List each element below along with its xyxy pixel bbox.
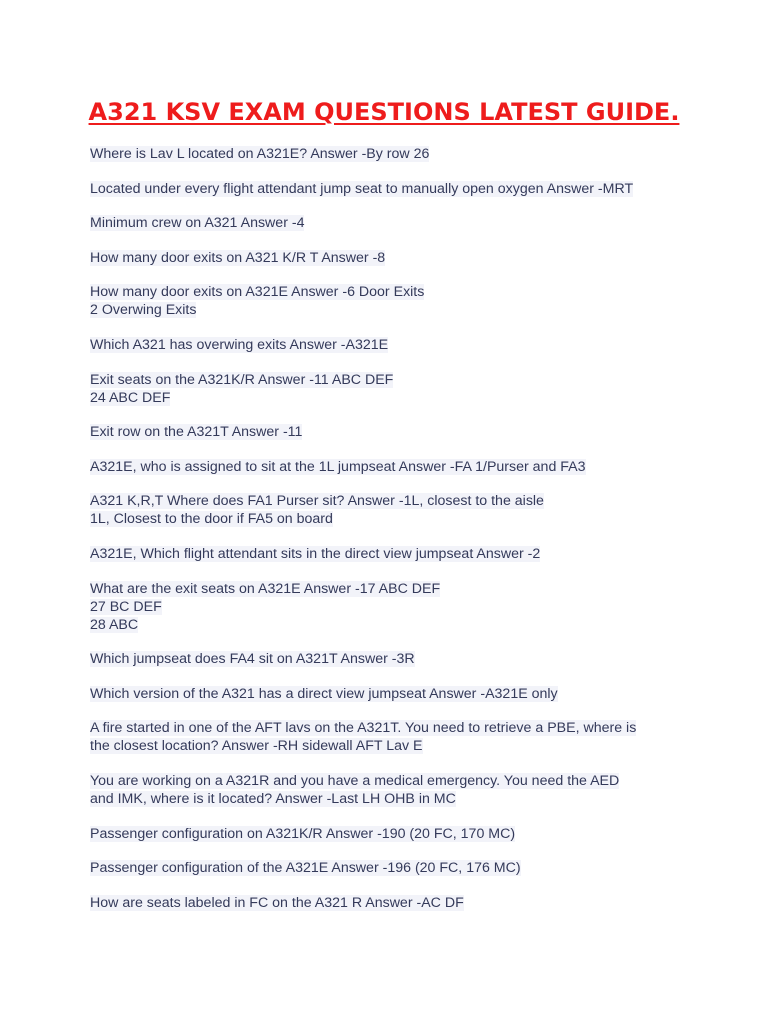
- qa-item: [90, 371, 710, 407]
- qa-line: [90, 737, 710, 755]
- qa-line: [90, 423, 710, 441]
- qa-line: [90, 685, 710, 703]
- qa-line: [90, 719, 710, 737]
- qa-item: [90, 772, 710, 808]
- qa-item: [90, 249, 710, 267]
- qa-item: [90, 458, 710, 476]
- qa-line-text: 1L, Closest to the door if FA5 on board: [90, 511, 333, 528]
- qa-line: [90, 616, 710, 634]
- qa-line-text: What are the exit seats on A321E Answer -17 ABC DEF: [90, 580, 441, 597]
- qa-line: [90, 492, 710, 510]
- qa-line: [90, 214, 710, 232]
- qa-line-text: Where is Lav L located on A321E? Answer -By row 26: [90, 146, 430, 162]
- qa-line-text: Which version of the A321 has a direct view jumpseat Answer -A321E only: [90, 685, 558, 702]
- qa-line: [90, 510, 710, 528]
- qa-line-text: Passenger configuration on A321K/R Answer -190 (20 FC, 170 MC): [90, 825, 516, 842]
- qa-line: [90, 301, 710, 319]
- qa-item: [90, 825, 710, 843]
- qa-item: [90, 580, 710, 634]
- qa-item: [90, 423, 710, 441]
- qa-line-text: Exit row on the A321T Answer -11: [90, 424, 303, 441]
- qa-line-text: 27 BC DEF: [90, 598, 162, 615]
- qa-line: [90, 283, 710, 301]
- qa-line: [90, 336, 710, 354]
- qa-line: [90, 249, 710, 267]
- qa-line-text: How many door exits on A321 K/R T Answer -8: [90, 249, 386, 266]
- qa-line-text: 24 ABC DEF: [90, 389, 171, 406]
- qa-line: [90, 545, 710, 563]
- qa-line-text: the closest location? Answer -RH sidewall AFT Lav E: [90, 738, 423, 755]
- qa-item: [90, 685, 710, 703]
- qa-line: [90, 772, 710, 790]
- qa-item: [90, 283, 710, 319]
- qa-list: [90, 145, 710, 928]
- qa-line-text: Passenger configuration of the A321E Answer -196 (20 FC, 176 MC): [90, 860, 521, 877]
- qa-item: [90, 650, 710, 668]
- qa-line-text: 28 ABC: [90, 616, 139, 633]
- qa-line: [90, 894, 710, 912]
- qa-line: [90, 859, 710, 877]
- qa-line-text: Exit seats on the A321K/R Answer -11 ABC DEF: [90, 371, 394, 388]
- qa-line-text: A321E, Which flight attendant sits in the direct view jumpseat Answer -2: [90, 545, 541, 562]
- qa-item: [90, 859, 710, 877]
- qa-line-text: How many door exits on A321E Answer -6 Door Exits: [90, 284, 425, 301]
- qa-line: [90, 790, 710, 808]
- qa-line-text: Minimum crew on A321 Answer -4: [90, 215, 305, 232]
- qa-line-text: 2 Overwing Exits: [90, 302, 197, 319]
- qa-line-text: Which A321 has overwing exits Answer -A321E: [90, 336, 389, 353]
- qa-item: [90, 719, 710, 755]
- qa-line: [90, 180, 710, 198]
- qa-line-text: You are working on a A321R and you have a medical emergency. You need the AED: [90, 772, 620, 789]
- qa-line: [90, 458, 710, 476]
- qa-item: [90, 214, 710, 232]
- qa-line-text: A fire started in one of the AFT lavs on the A321T. You need to retrieve a PBE, where is: [90, 720, 637, 737]
- qa-line: [90, 145, 710, 163]
- qa-line-text: A321 K,R,T Where does FA1 Purser sit? Answer -1L, closest to the aisle: [90, 493, 544, 510]
- qa-item: [90, 145, 710, 163]
- qa-line-text: Which jumpseat does FA4 sit on A321T Answer -3R: [90, 651, 415, 668]
- qa-line-text: How are seats labeled in FC on the A321 R Answer -AC DF: [90, 894, 464, 911]
- qa-line: [90, 371, 710, 389]
- qa-line: [90, 389, 710, 407]
- qa-item: [90, 894, 710, 912]
- qa-item: [90, 545, 710, 563]
- qa-line: [90, 598, 710, 616]
- qa-item: [90, 336, 710, 354]
- qa-line: [90, 580, 710, 598]
- qa-item: [90, 492, 710, 528]
- qa-line: [90, 825, 710, 843]
- qa-line-text: A321E, who is assigned to sit at the 1L jumpseat Answer -FA 1/Purser and FA3: [90, 458, 586, 475]
- qa-line-text: Located under every flight attendant jump seat to manually open oxygen Answer -MRT: [90, 180, 634, 197]
- qa-line-text: and IMK, where is it located? Answer -Last LH OHB in MC: [90, 790, 456, 807]
- qa-line: [90, 650, 710, 668]
- qa-item: [90, 180, 710, 198]
- document-title: A321 KSV EXAM QUESTIONS LATEST GUIDE.: [88, 98, 680, 126]
